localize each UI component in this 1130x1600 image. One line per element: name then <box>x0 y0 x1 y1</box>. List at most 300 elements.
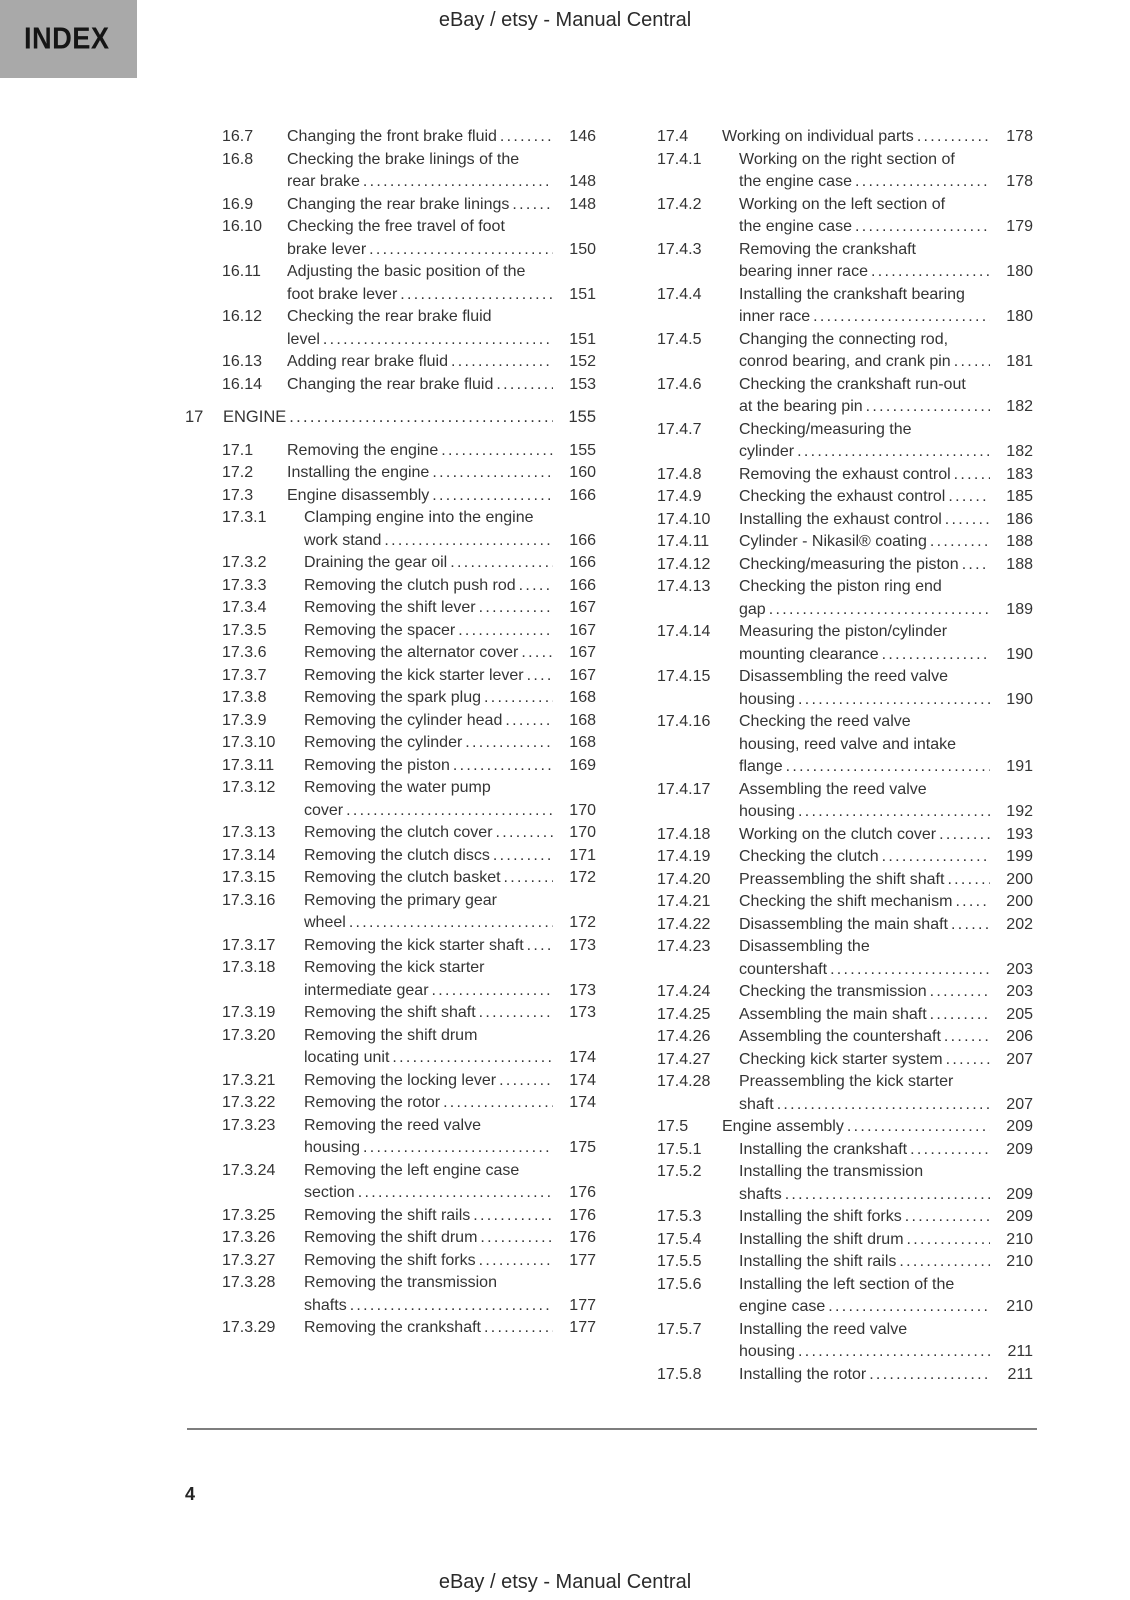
leader-dots <box>828 1296 990 1319</box>
entry-title-line: Checking the piston ring end <box>739 578 942 595</box>
leader-dots <box>798 1341 990 1364</box>
entry-body <box>304 620 596 643</box>
leader-dots <box>496 374 553 397</box>
entry-body <box>287 126 596 149</box>
leader-dots <box>882 846 990 869</box>
entry-last-line <box>739 396 1033 419</box>
entry-title: Removing the clutch cover <box>304 824 493 841</box>
leader-dots <box>527 935 553 958</box>
entry-number: 17.3.28 <box>222 1274 276 1291</box>
leader-dots <box>847 1116 990 1139</box>
entry-last-line <box>739 351 1033 374</box>
entry-page: 203 <box>1006 960 1033 978</box>
leader-dots <box>479 1250 553 1273</box>
entry-body <box>739 284 1033 329</box>
entry-last-line <box>739 1206 1033 1229</box>
entry-last-line <box>287 194 596 217</box>
leader-dots <box>505 710 553 733</box>
entry-body <box>304 507 596 552</box>
entry-title: Installing the engine <box>287 464 430 481</box>
toc-entry <box>657 464 1033 487</box>
entry-body <box>739 1004 1033 1027</box>
entry-page: 153 <box>569 375 596 393</box>
entry-title: Removing the exhaust control <box>739 465 951 483</box>
entry-page: 180 <box>1006 263 1033 280</box>
entry-title: Working on individual parts <box>722 128 914 145</box>
entry-title: Removing the clutch basket <box>304 869 501 886</box>
entry-body <box>304 1025 596 1070</box>
entry-title: level <box>287 330 320 348</box>
entry-page: 182 <box>1006 443 1033 460</box>
toc-entry <box>657 711 1033 779</box>
entry-title: Installing the shift forks <box>739 1208 902 1225</box>
entry-number: 17.4.17 <box>657 780 711 798</box>
entry-number: 17.4.25 <box>657 1005 711 1023</box>
entry-last-line <box>304 1002 596 1025</box>
entry-title: Removing the engine <box>287 441 439 459</box>
leader-dots <box>930 981 990 1004</box>
leader-dots <box>432 485 553 508</box>
entry-title: Assembling the main shaft <box>739 1005 927 1023</box>
entry-number: 17.4.6 <box>657 375 702 393</box>
entry-last-line <box>304 755 596 778</box>
toc-entry <box>222 462 596 485</box>
entry-page: 193 <box>1006 825 1033 843</box>
entry-body <box>739 936 1033 981</box>
entry-title: ENGINE <box>223 408 287 426</box>
toc-entry <box>222 957 596 1002</box>
entry-title-line: Installing the crankshaft bearing <box>739 285 965 303</box>
leader-dots <box>363 1137 553 1160</box>
entry-number: 17.3.21 <box>222 1071 276 1089</box>
leader-dots <box>899 1251 990 1274</box>
entry-page: 209 <box>1006 1118 1033 1135</box>
entry-last-line <box>739 824 1033 847</box>
entry-body <box>304 732 596 755</box>
toc-entry <box>657 1274 1033 1319</box>
entry-title: Checking the clutch <box>739 848 879 865</box>
entry-last-line <box>739 1341 1033 1364</box>
toc-entry <box>222 1092 596 1115</box>
entry-page: 176 <box>569 1184 596 1201</box>
entry-page: 189 <box>1006 600 1033 618</box>
leader-dots <box>785 1184 990 1207</box>
entry-page: 177 <box>569 1319 596 1336</box>
entry-body <box>304 935 596 958</box>
leader-dots <box>432 462 553 485</box>
entry-last-line <box>304 1227 596 1250</box>
entry-title: Removing the clutch discs <box>304 846 490 864</box>
toc-entry <box>222 867 596 890</box>
entry-body <box>739 846 1033 869</box>
entry-number: 17.5.4 <box>657 1230 702 1248</box>
entry-number: 17.4.23 <box>657 938 711 955</box>
entry-body <box>304 597 596 620</box>
leader-dots <box>480 1227 553 1250</box>
leader-dots <box>855 216 990 239</box>
entry-page: 155 <box>568 408 596 426</box>
entry-title: shafts <box>304 1296 347 1314</box>
entry-page: 207 <box>1006 1050 1033 1068</box>
leader-dots <box>504 867 553 890</box>
toc-entry <box>657 554 1033 577</box>
toc-entry <box>222 1317 596 1340</box>
entry-body <box>304 1227 596 1250</box>
entry-last-line <box>739 981 1033 1004</box>
entry-last-line <box>739 216 1033 239</box>
leader-dots <box>493 845 553 868</box>
entry-page: 171 <box>569 846 596 864</box>
entry-last-line <box>739 689 1033 712</box>
footer-title: eBay / etsy - Manual Central <box>438 1571 692 1593</box>
entry-last-line <box>304 1205 596 1228</box>
entry-body <box>304 890 596 935</box>
leader-dots <box>527 665 553 688</box>
entry-title-line: Checking/measuring the <box>739 420 912 438</box>
leader-dots <box>910 1139 990 1162</box>
entry-page: 200 <box>1006 870 1033 888</box>
entry-body <box>739 576 1033 621</box>
toc-entry <box>657 621 1033 666</box>
entry-last-line <box>304 912 596 935</box>
entry-last-line <box>739 509 1033 532</box>
entry-page: 167 <box>569 644 596 661</box>
entry-body <box>739 1229 1033 1252</box>
entry-body <box>739 1251 1033 1274</box>
leader-dots <box>479 1002 553 1025</box>
entry-title: rear brake <box>287 173 360 190</box>
entry-page: 148 <box>569 173 596 190</box>
toc-entry <box>657 194 1033 239</box>
entry-body <box>287 374 596 397</box>
entry-body <box>304 822 596 845</box>
entry-last-line <box>304 732 596 755</box>
toc-entry <box>657 914 1033 937</box>
entry-page: 146 <box>569 128 596 145</box>
entry-number: 17.4.21 <box>657 893 711 910</box>
entry-last-line <box>304 710 596 733</box>
leader-dots <box>954 351 990 374</box>
leader-dots <box>948 486 990 509</box>
entry-last-line <box>287 171 596 194</box>
toc-entry <box>222 374 596 397</box>
entry-page: 210 <box>1006 1298 1033 1315</box>
entry-last-line <box>739 599 1033 622</box>
entry-number: 17.4.26 <box>657 1028 711 1045</box>
leader-dots <box>947 869 990 892</box>
entry-page: 173 <box>569 936 596 954</box>
entry-number: 17.4.11 <box>657 533 710 550</box>
entry-title: conrod bearing, and crank pin <box>739 353 951 370</box>
entry-body <box>739 239 1033 284</box>
footer-divider <box>187 1428 1037 1430</box>
entry-page: 148 <box>569 195 596 213</box>
toc-entry <box>222 710 596 733</box>
entry-body <box>739 464 1033 487</box>
page-number-label: 4 <box>185 1484 196 1504</box>
entry-title-line: Disassembling the reed valve <box>739 668 948 685</box>
entry-last-line <box>304 1137 596 1160</box>
toc-entry <box>657 126 1033 149</box>
toc-entry <box>185 406 596 429</box>
entry-page: 166 <box>569 576 596 594</box>
entry-page: 192 <box>1006 803 1033 820</box>
entry-title: mounting clearance <box>739 645 879 663</box>
entry-last-line <box>739 464 1033 487</box>
entry-page: 185 <box>1006 488 1033 505</box>
leader-dots <box>786 756 990 779</box>
entry-last-line <box>304 1070 596 1093</box>
leader-dots <box>484 687 553 710</box>
entry-body <box>304 1250 596 1273</box>
entry-page: 167 <box>569 666 596 684</box>
entry-last-line <box>739 1364 1033 1387</box>
entry-page: 168 <box>569 734 596 751</box>
entry-last-line <box>739 554 1033 577</box>
entry-title: Checking the shift mechanism <box>739 893 953 910</box>
toc-entry <box>222 822 596 845</box>
entry-title: Changing the rear brake fluid <box>287 375 494 393</box>
leader-dots <box>777 1094 990 1117</box>
entry-title: Removing the shift rails <box>304 1206 471 1224</box>
entry-page: 186 <box>1006 510 1033 528</box>
entry-title: Removing the kick starter lever <box>304 666 524 684</box>
toc-entry <box>657 531 1033 554</box>
entry-title: Removing the spark plug <box>304 689 481 706</box>
entry-last-line <box>304 1295 596 1318</box>
leader-dots <box>930 1004 990 1027</box>
toc-entry <box>222 665 596 688</box>
entry-body <box>304 1070 596 1093</box>
entry-last-line <box>287 284 596 307</box>
entry-body <box>287 306 596 351</box>
entry-last-line <box>739 1094 1033 1117</box>
entry-title-line: Changing the connecting rod, <box>739 330 949 348</box>
entry-number: 17.4.3 <box>657 240 702 258</box>
entry-last-line <box>304 530 596 553</box>
entry-last-line <box>304 1250 596 1273</box>
entry-title: Removing the crankshaft <box>304 1319 481 1336</box>
entry-body <box>287 485 596 508</box>
toc-entry <box>657 239 1033 284</box>
entry-title: Checking the exhaust control <box>739 488 946 505</box>
entry-number: 17.4.9 <box>657 488 702 505</box>
entry-page: 170 <box>569 824 596 841</box>
entry-last-line <box>739 801 1033 824</box>
entry-number: 17.4.10 <box>657 510 711 528</box>
entry-title: at the bearing pin <box>739 398 863 415</box>
entry-page: 155 <box>569 441 596 459</box>
entry-last-line <box>287 126 596 149</box>
entry-title: Installing the shift rails <box>739 1253 897 1270</box>
toc-entry <box>657 1319 1033 1364</box>
entry-title-line: Installing the left section of the <box>739 1275 955 1293</box>
toc-entry <box>222 216 596 261</box>
entry-last-line <box>739 891 1033 914</box>
entry-title: flange <box>739 758 783 775</box>
entry-page: 207 <box>1006 1095 1033 1113</box>
toc-entry <box>657 486 1033 509</box>
entry-number: 17.5.6 <box>657 1275 702 1293</box>
toc-entry <box>222 755 596 778</box>
entry-title-line: Checking the reed valve <box>739 713 911 730</box>
entry-page: 211 <box>1007 1343 1033 1360</box>
entry-title: Engine assembly <box>722 1118 844 1135</box>
leader-dots <box>907 1229 990 1252</box>
entry-number: 16.13 <box>222 353 263 370</box>
toc-entry <box>657 869 1033 892</box>
leader-dots <box>951 914 990 937</box>
leader-dots <box>384 530 553 553</box>
leader-dots <box>944 1026 990 1049</box>
leader-dots <box>500 126 553 149</box>
entry-title-line: Working on the left section of <box>739 195 946 213</box>
entry-page: 176 <box>569 1206 596 1224</box>
toc-entry <box>657 824 1033 847</box>
entry-number: 17.4.28 <box>657 1073 711 1090</box>
leader-dots <box>443 1092 553 1115</box>
leader-dots <box>917 126 990 149</box>
entry-title: housing <box>739 1343 796 1360</box>
entry-page: 188 <box>1006 533 1033 550</box>
entry-last-line <box>739 486 1033 509</box>
entry-last-line <box>304 1047 596 1070</box>
entry-number: 17.4.8 <box>657 465 702 483</box>
entry-page: 210 <box>1006 1230 1033 1248</box>
toc-entry <box>657 1364 1033 1387</box>
entry-body <box>739 891 1033 914</box>
entry-last-line <box>722 126 1033 149</box>
toc-entry <box>222 575 596 598</box>
leader-dots <box>905 1206 990 1229</box>
entry-page: 151 <box>569 285 596 303</box>
entry-title: Removing the shift drum <box>304 1229 478 1246</box>
entry-number: 17.3.15 <box>222 869 276 886</box>
entry-number: 17.3.8 <box>222 689 267 706</box>
entry-last-line <box>739 306 1033 329</box>
toc-entry <box>222 552 596 575</box>
leader-dots <box>769 599 990 622</box>
entry-last-line <box>739 441 1033 464</box>
entry-number: 17.3.2 <box>222 554 267 571</box>
entry-title-line: Checking the free travel of foot <box>287 218 505 235</box>
entry-page: 166 <box>569 531 596 549</box>
entry-title-line: Checking the brake linings of the <box>287 150 520 168</box>
entry-page: 151 <box>569 330 596 348</box>
entry-page: 176 <box>569 1229 596 1246</box>
leader-dots <box>798 801 990 824</box>
entry-last-line <box>304 1092 596 1115</box>
entry-title-line: Removing the water pump <box>304 779 491 796</box>
entry-body <box>304 845 596 868</box>
entry-title: Engine disassembly <box>287 486 430 504</box>
entry-page: 172 <box>569 869 596 886</box>
toc-entry <box>657 779 1033 824</box>
entry-body <box>739 1049 1033 1072</box>
toc-entry <box>222 261 596 306</box>
entry-page: 183 <box>1006 465 1033 483</box>
leader-dots <box>400 284 553 307</box>
entry-body <box>287 261 596 306</box>
entry-last-line <box>304 845 596 868</box>
entry-page: 190 <box>1006 690 1033 708</box>
leader-dots <box>945 509 990 532</box>
entry-page: 182 <box>1006 398 1033 415</box>
entry-body <box>722 126 1033 149</box>
entry-body <box>304 710 596 733</box>
entry-last-line <box>739 1139 1033 1162</box>
toc-entry <box>657 1004 1033 1027</box>
entry-number: 17.4.20 <box>657 870 711 888</box>
toc-entry <box>657 1116 1033 1139</box>
entry-body <box>304 1205 596 1228</box>
toc-entry <box>222 732 596 755</box>
entry-number: 17.4.16 <box>657 713 711 730</box>
entry-page: 173 <box>569 981 596 999</box>
entry-title: Assembling the countershaft <box>739 1028 941 1045</box>
entry-title: Removing the shift lever <box>304 599 476 616</box>
entry-body <box>739 194 1033 239</box>
entry-title: Installing the crankshaft <box>739 1140 908 1158</box>
entry-number: 17.2 <box>222 464 254 481</box>
entry-title: bearing inner race <box>739 263 868 280</box>
entry-number: 17.4.5 <box>657 330 702 348</box>
entry-number: 17.3.20 <box>222 1026 276 1044</box>
entry-last-line <box>287 462 596 485</box>
entry-body <box>739 554 1033 577</box>
toc-entry <box>222 485 596 508</box>
entry-title-line: Removing the crankshaft <box>739 240 916 258</box>
entry-title: housing <box>304 1139 361 1156</box>
leader-dots <box>465 732 553 755</box>
entry-page: 174 <box>569 1049 596 1066</box>
toc-entry <box>222 935 596 958</box>
toc-entry <box>222 845 596 868</box>
entry-body <box>304 642 596 665</box>
leader-dots <box>882 644 990 667</box>
entry-number: 17.4.18 <box>657 825 711 843</box>
leader-dots <box>519 575 553 598</box>
entry-title-line: Assembling the reed valve <box>739 780 927 798</box>
entry-page: 160 <box>569 464 596 481</box>
entry-last-line <box>287 351 596 374</box>
leader-dots <box>350 1295 553 1318</box>
entry-page: 199 <box>1006 848 1033 865</box>
entry-last-line <box>304 1317 596 1340</box>
entry-page: 172 <box>569 914 596 931</box>
entry-last-line <box>739 1296 1033 1319</box>
entry-body <box>287 440 596 463</box>
toc-entry <box>657 846 1033 869</box>
entry-page: 209 <box>1006 1140 1033 1158</box>
entry-number: 17.3.14 <box>222 846 276 864</box>
entry-page: 174 <box>569 1094 596 1111</box>
entry-number: 17.3.3 <box>222 576 267 594</box>
toc-entry <box>222 507 596 552</box>
entry-number: 17.5.5 <box>657 1253 702 1270</box>
entry-body <box>287 216 596 261</box>
entry-body <box>739 1026 1033 1049</box>
entry-title-line: Removing the transmission <box>304 1274 497 1291</box>
toc-entry <box>222 1227 596 1250</box>
entry-body <box>739 711 1033 779</box>
leader-dots <box>369 239 553 262</box>
entry-page: 209 <box>1006 1185 1033 1203</box>
entry-page: 167 <box>569 621 596 639</box>
entry-title-line: Removing the primary gear <box>304 891 497 909</box>
entry-title-line: Removing the shift drum <box>304 1026 478 1044</box>
entry-title: Removing the shift forks <box>304 1251 476 1269</box>
